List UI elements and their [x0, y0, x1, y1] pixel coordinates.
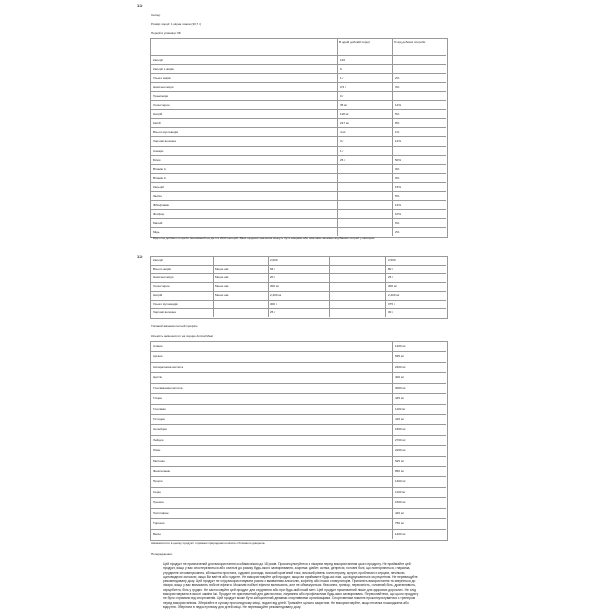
nutrient-name: Калорії — [153, 58, 164, 62]
dv-value-2500: 2,400 мг — [388, 292, 400, 297]
row-divider — [150, 414, 446, 415]
amino-value: 3000 мг — [395, 385, 406, 390]
row-divider — [150, 64, 446, 65]
dv-name: Холестерин — [153, 284, 170, 289]
row-divider — [150, 146, 446, 147]
amino-name: Треонін — [153, 500, 164, 505]
nutrient-name: Холестерин — [153, 103, 170, 108]
daily-values-row — [150, 282, 446, 291]
nutrient-name: Фібофлавін — [153, 202, 170, 207]
amino-source-note: Амінокислоти в цьому продукті отримані природним шляхом з білкового джерела. — [151, 541, 266, 545]
amino-name: Триптофан — [153, 510, 169, 515]
nutrient-name: Усього жирів — [153, 76, 171, 81]
amino-name: Пролін — [153, 479, 163, 484]
dv-qualifier: Менш ніж — [215, 284, 229, 289]
amino-name: Тирозин — [153, 521, 165, 526]
section-marker-2: 1⊃ — [137, 254, 143, 259]
dv-value-2000: 20 г — [270, 275, 276, 280]
dv-qualifier: Менш ніж — [215, 275, 229, 280]
nutrient-name: Білки — [153, 157, 161, 162]
nutrient-name: Фосфор — [153, 211, 165, 216]
row-divider — [150, 227, 446, 228]
amino-row — [150, 508, 446, 518]
row-divider — [150, 435, 446, 436]
row-divider — [150, 118, 446, 119]
row-divider — [150, 164, 446, 165]
amino-row — [150, 445, 446, 455]
servings-per-container: Порцій в упаковці: 68 — [151, 31, 181, 35]
amino-name: Глютамінова кислота — [153, 385, 183, 390]
dv-qualifier: Менш ніж — [215, 292, 229, 297]
daily-values-row — [150, 291, 446, 300]
amino-name: Лізин — [153, 448, 161, 453]
dv-value-2500: 30 г — [388, 310, 394, 315]
nutrient-name: Насичені жири — [153, 85, 174, 90]
amino-value: 415 мг — [395, 416, 404, 421]
dv-value-2500: 2,500 — [388, 258, 396, 262]
daily-values-row — [150, 273, 446, 282]
row-divider — [150, 424, 446, 425]
nutrient-daily-value: 0% — [395, 166, 400, 171]
nutrient-amount: 1 г — [340, 76, 344, 81]
amino-value: 1100 мг — [395, 489, 406, 494]
amino-name: Глютамін — [153, 406, 166, 411]
row-divider — [150, 372, 446, 373]
amino-row — [150, 372, 446, 382]
nutrient-name: Харчові волокна — [153, 139, 176, 144]
warning-title: Попередження: — [151, 552, 173, 556]
amino-name: Фенілаланін — [153, 469, 171, 474]
nutrient-amount: 4 мг — [340, 130, 346, 135]
amino-value: 400 мг — [395, 375, 404, 380]
nutrient-name: Вітамін А — [153, 166, 166, 171]
dv-name: Всього жирів — [153, 266, 171, 271]
amino-name: Серін — [153, 489, 161, 494]
row-divider — [150, 508, 446, 509]
nutrient-amount: 1 г — [340, 148, 344, 153]
amino-name: Гістидин — [153, 416, 165, 421]
amino-value: 2700 мг — [395, 437, 406, 442]
amino-value: 445 мг — [395, 396, 404, 401]
dv-name: Натрій — [153, 292, 163, 297]
amino-value: 2200 мг — [395, 448, 406, 453]
amino-value: 850 мг — [395, 469, 404, 474]
dv-name: Харчові волокна — [153, 310, 176, 315]
amino-name: Метіонін — [153, 458, 165, 463]
amino-value: 595 мг — [395, 354, 404, 359]
amino-name: Гліцин — [153, 396, 162, 401]
row-divider — [150, 300, 446, 301]
row-divider — [150, 445, 446, 446]
row-divider — [150, 218, 446, 219]
amino-profile-title: Типовий амінокислотний профіль — [151, 324, 198, 328]
nutrient-daily-value: 15% — [395, 184, 402, 189]
nutrient-daily-value: 6% — [395, 220, 400, 225]
amino-name: Ізолейцин — [153, 427, 167, 432]
amino-name: Аланін — [153, 344, 163, 348]
warning-text: Цей продукт не призначений для використання особами віком до 18 років. Проконсультуйтеся з лікарем перед використанням цього продукту. Не приймайте цей продукт, якщо у вас спостерігаються або схильні до ризику будь-якого захворювання, зокрема: діабет, астма, депресія, головні болі, що повторюються, глаукома, утруднене сечовипускання, збільшена простата, судомні розлади, високий кров'яний тиск, високий рівень холестерину, артрит, проблеми із серцем, печінкою, щитовидною залозою, якщо Ви вагітні або годуєте. Не використовуйте цей продукт, якщо ви приймаєте будь-які ліки, що відпускаються за рецептом. Не перевищуйте рекомендовану дозу. Цей продукт не слід використовувати разом з вживанням алкоголю, кофеїну або інших стимуляторів. Припиніть використання та зверніться до лікаря, якщо у вас виникають побічні ефекти. Можливі побічні ефекти включають, але не обмежуються: безсоння, тремор, нервозність, головний біль, дратівливість, серцебиття, біль у грудях. Не застосовуйте цей продукт для схуднення або при будь-якій іншій меті. Цей продукт призначений лише для здорових дорослих. Не слід використовувати в якості заміни їжі. Продукт не призначений для діагностики, лікування або профілактики будь-яких захворювань. Переконайтеся, що цього продукту не було отримано від спортсменів. Цей продукт може бути заборонений деякими спортивними організаціями. Спортсменам повинні проконсультуватися з тренером перед використанням. Зберігайте в сухому прохолодному місці, подалі від дітей. Тримайте щільно закритим. Не використовуйте, якщо печатка пошкоджена або відсутня. Зберігати в недоступному для дітей місці. Не перевищуйте рекомендовану дозу. — [163, 562, 419, 609]
nutrient-daily-value: 2% — [395, 76, 400, 81]
dv-value-2500: 375 г — [388, 301, 395, 306]
row-divider — [150, 362, 446, 363]
amino-value: 1400 мг — [395, 531, 406, 536]
dv-value-2000: 300 г — [270, 301, 277, 306]
nutrient-daily-value: 3% — [395, 85, 400, 90]
nutrient-name: Натрій — [153, 112, 163, 117]
nutrient-amount: 3 г — [340, 139, 344, 144]
row-divider — [150, 265, 446, 266]
nutrient-daily-value: 12% — [395, 139, 402, 144]
amino-value: 1600 мг — [395, 500, 406, 505]
dv-value-2000: 25 г — [270, 310, 276, 315]
nutrient-daily-value: 2% — [395, 229, 400, 234]
amino-row — [150, 383, 446, 393]
dv-name: Насичені жири — [153, 275, 174, 280]
daily-values-row — [150, 265, 446, 274]
nutrient-daily-value: 12% — [395, 103, 402, 108]
row-divider — [150, 466, 446, 467]
dv-value-2500: 300 мг — [388, 284, 397, 289]
row-divider — [150, 173, 446, 174]
nutrient-name: Калорії з жирів — [153, 67, 174, 72]
nutrient-name: Магній — [153, 220, 163, 225]
row-divider — [150, 209, 446, 210]
nutrient-name: Залізо — [153, 193, 162, 198]
row-divider — [150, 127, 446, 128]
amino-row — [150, 351, 446, 361]
row-divider — [150, 529, 446, 530]
nutrient-amount: 126 — [340, 58, 346, 62]
amino-row — [150, 456, 446, 466]
daily-values-header — [150, 256, 446, 265]
amino-name: Аргінін — [153, 354, 163, 359]
amino-row — [150, 424, 446, 434]
row-divider — [150, 109, 446, 110]
dv-value-2000: 300 мг — [270, 284, 279, 289]
amino-row — [150, 529, 446, 539]
amino-name: Валін — [153, 531, 161, 536]
amino-row — [150, 404, 446, 414]
dv-name: Усього вуглеводів — [153, 301, 178, 306]
row-divider — [150, 487, 446, 488]
row-divider — [150, 55, 446, 56]
nutrient-daily-value: 1% — [395, 130, 400, 135]
row-divider — [150, 282, 446, 283]
row-divider — [150, 136, 446, 137]
row-divider — [150, 82, 446, 83]
amino-value: 1500 мг — [395, 427, 406, 432]
nutrient-daily-value: 0% — [395, 175, 400, 180]
amino-row — [150, 414, 446, 424]
row-divider — [150, 393, 446, 394]
row-divider — [150, 291, 446, 292]
nutrient-name: Трансжири — [153, 94, 169, 99]
amino-row — [150, 518, 446, 528]
row-divider — [150, 351, 446, 352]
daily-values-row — [150, 300, 446, 309]
amino-value: 1100 мг — [395, 406, 406, 411]
amino-row — [150, 476, 446, 486]
amino-name: Лейцин — [153, 437, 164, 442]
composition-label: Склад: — [151, 13, 161, 17]
dv-qualifier: Менш ніж — [215, 266, 229, 271]
dv-value-2000: 2,400 мг — [270, 292, 282, 297]
nutrient-amount: 25 г — [340, 157, 346, 162]
serving-size: Розмір порції: 1 мірна ложка (33,7 г) — [151, 22, 202, 26]
row-divider — [150, 518, 446, 519]
row-divider — [150, 182, 446, 183]
row-divider — [150, 308, 446, 309]
row-divider — [150, 404, 446, 405]
row-divider — [150, 476, 446, 477]
column-header-daily-value: % від добової потреби — [394, 40, 426, 44]
row-divider — [150, 191, 446, 192]
amino-value: 750 мг — [395, 521, 404, 526]
daily-values-row — [150, 308, 446, 317]
nutrient-name: Мідь — [153, 229, 160, 234]
amino-name: Аспарагінова кислота — [153, 364, 184, 369]
amino-value: 1200 мг — [395, 344, 406, 348]
nutrient-daily-value: 5% — [395, 193, 400, 198]
nutrient-name: Вітамін С — [153, 175, 167, 180]
row-divider — [150, 383, 446, 384]
nutrient-daily-value: 5% — [395, 112, 400, 117]
amino-row — [150, 393, 446, 403]
nutrient-amount: 0.5 г — [340, 85, 347, 90]
dv-value-2500: 80 г — [388, 266, 394, 271]
row-divider — [150, 200, 446, 201]
amino-row — [150, 497, 446, 507]
amino-value: 1400 мг — [395, 479, 406, 484]
amino-row — [150, 362, 446, 372]
nutrient-daily-value: 50% — [395, 157, 402, 162]
dv-name: Калорії — [153, 258, 164, 262]
daily-value-footnote: * Відсоток добової потреби заснований на дієті в 2000 калорій. Ваші щоденні значення можуть бути вищими або нижчими залежно від Ваших потреб у калоріях. — [151, 236, 376, 240]
nutrient-amount: 35 мг — [340, 103, 348, 108]
nutrient-amount: 247 мг — [340, 121, 349, 126]
row-divider — [150, 456, 446, 457]
row-divider — [150, 497, 446, 498]
nutrient-name: Всього вуглеводів — [153, 130, 178, 135]
column-header-amount: В одній добовій порції — [339, 40, 370, 44]
nutrient-daily-value: 13% — [395, 202, 402, 207]
nutrient-daily-value: 8% — [395, 121, 400, 126]
amino-name: Цистін — [153, 375, 163, 380]
amino-row — [150, 341, 446, 351]
row-divider — [150, 273, 446, 274]
amino-value: 2400 мг — [395, 364, 406, 369]
amino-value: 420 мг — [395, 510, 404, 515]
dv-value-2000: 2,000 — [270, 258, 278, 262]
amino-row — [150, 487, 446, 497]
amino-row — [150, 435, 446, 445]
row-divider — [150, 91, 446, 92]
nutrient-name: Сахари — [153, 148, 164, 153]
amino-value: 525 мг — [395, 458, 404, 463]
nutrient-amount: 9 — [340, 67, 342, 72]
amino-row — [150, 466, 446, 476]
dv-value-2500: 25 г — [388, 275, 394, 280]
row-divider — [150, 155, 446, 156]
nutrient-name: Кальцій — [153, 184, 164, 189]
nutrient-daily-value: 10% — [395, 211, 402, 216]
nutrient-amount: 0 г — [340, 94, 344, 99]
row-divider — [150, 73, 446, 74]
dv-value-2000: 65 г — [270, 266, 276, 271]
row-divider — [150, 100, 446, 101]
section-marker: 1⊃ — [137, 3, 143, 8]
nutrient-name: Калій — [153, 121, 161, 126]
nutrient-amount: 118 мг — [340, 112, 349, 117]
amino-profile-subtitle: Кількість амінокислот на порцію Animal Meal — [151, 334, 213, 338]
